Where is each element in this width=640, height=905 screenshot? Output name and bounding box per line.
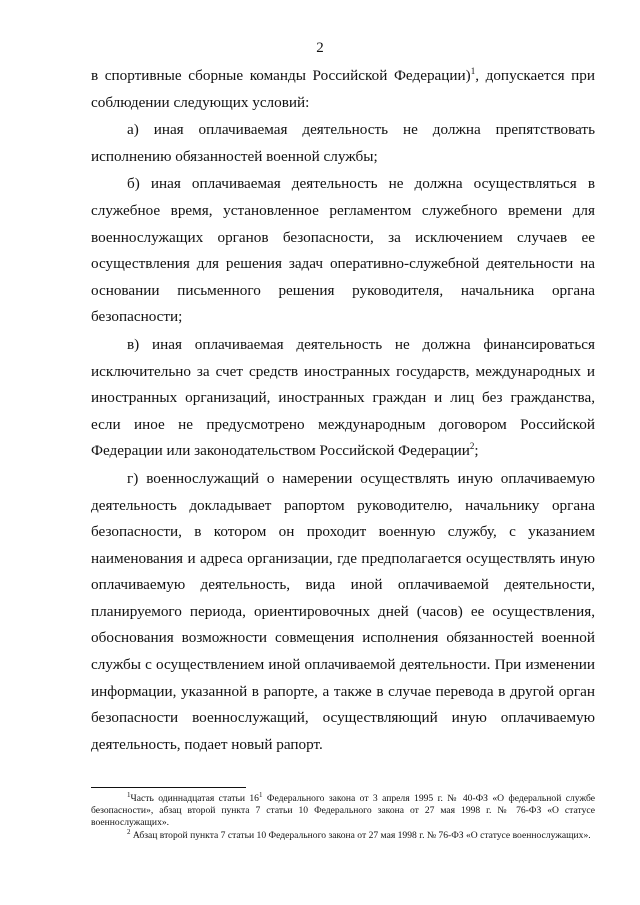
footnote-ref-2[interactable]: 2 [469, 441, 475, 452]
paragraph-text: в) иная оплачиваемая деятельность не должна финансироваться исключительно за счет средств иностранных государств, международных и иностранных организаций, иностранных граждан и лиц без гражданства, если иное не предусмотрено международным договором Российской Федерации или законодательством Российской Федерации [91, 335, 595, 460]
footnote-separator [91, 787, 246, 788]
footnote-marker: 2 [127, 827, 131, 836]
footnote-2 [91, 827, 595, 842]
paragraph-text: , допускается при соблюдении следующих условий: [91, 67, 596, 111]
paragraph-condition-a: а) иная оплачиваемая деятельность не должна препятствовать исполнению обязанностей военной службы; [91, 121, 595, 165]
footnote-1 [91, 790, 595, 830]
page-number: 2 [316, 40, 324, 56]
paragraph-text: ; [474, 442, 479, 460]
footnotes [91, 790, 595, 842]
footnote-superscript: 1 [258, 790, 263, 799]
paragraph-intro [91, 63, 595, 116]
document-body [91, 63, 595, 759]
paragraph-condition-b: б) иная оплачиваемая деятельность не должна осуществляться в служебное время, установленное регламентом служебного времени для военнослужащих органов безопасности, за исключением случаев ее осуществления для решения задач оперативно-служебной деятельности на основании письменного решения руководителя, начальника органа безопасности; [91, 175, 595, 326]
paragraph-condition-v [91, 332, 595, 465]
paragraph-text: в спортивные сборные команды Российской Федерации) [91, 67, 471, 84]
footnote-text: Абзац второй пункта 7 статьи 10 Федерального закона от 27 мая 1998 г. № 76-ФЗ «О статусе военнослужащих». [132, 829, 591, 841]
footnote-ref-1[interactable]: 1 [470, 65, 476, 76]
paragraph-condition-g: г) военнослужащий о намерении осуществлять иную оплачиваемую деятельность докладывает рапортом руководителю, начальнику органа безопасности, в котором он проходит военную службу, с указанием наименования и адреса организации, где предполагается осуществлять иную оплачиваемую деятельность, вида иной оплачиваемой деятельности, планируемого периода, ориентировочных дней (часов) ее осуществления, обоснования возможности совмещения исполнения обязанностей военной службы с осуществлением иной оплачиваемой деятельности. При изменении информации, указанной в рапорте, а также в случае перевода в другой орган безопасности военнослужащий, осуществляющий иную оплачиваемую деятельность, подает новый рапорт. [91, 469, 595, 753]
footnote-text: Федерального закона от 3 апреля 1995 г. № 40-ФЗ «О федеральной службе безопасности», абзац второй пункта 7 статьи 10 Федерального закона от 27 мая 1998 г. № 76-ФЗ «О статусе военнослужащих». [91, 793, 595, 829]
footnote-marker: 1 [127, 790, 131, 799]
footnote-text: Часть одиннадцатая статьи 16 [130, 793, 259, 804]
